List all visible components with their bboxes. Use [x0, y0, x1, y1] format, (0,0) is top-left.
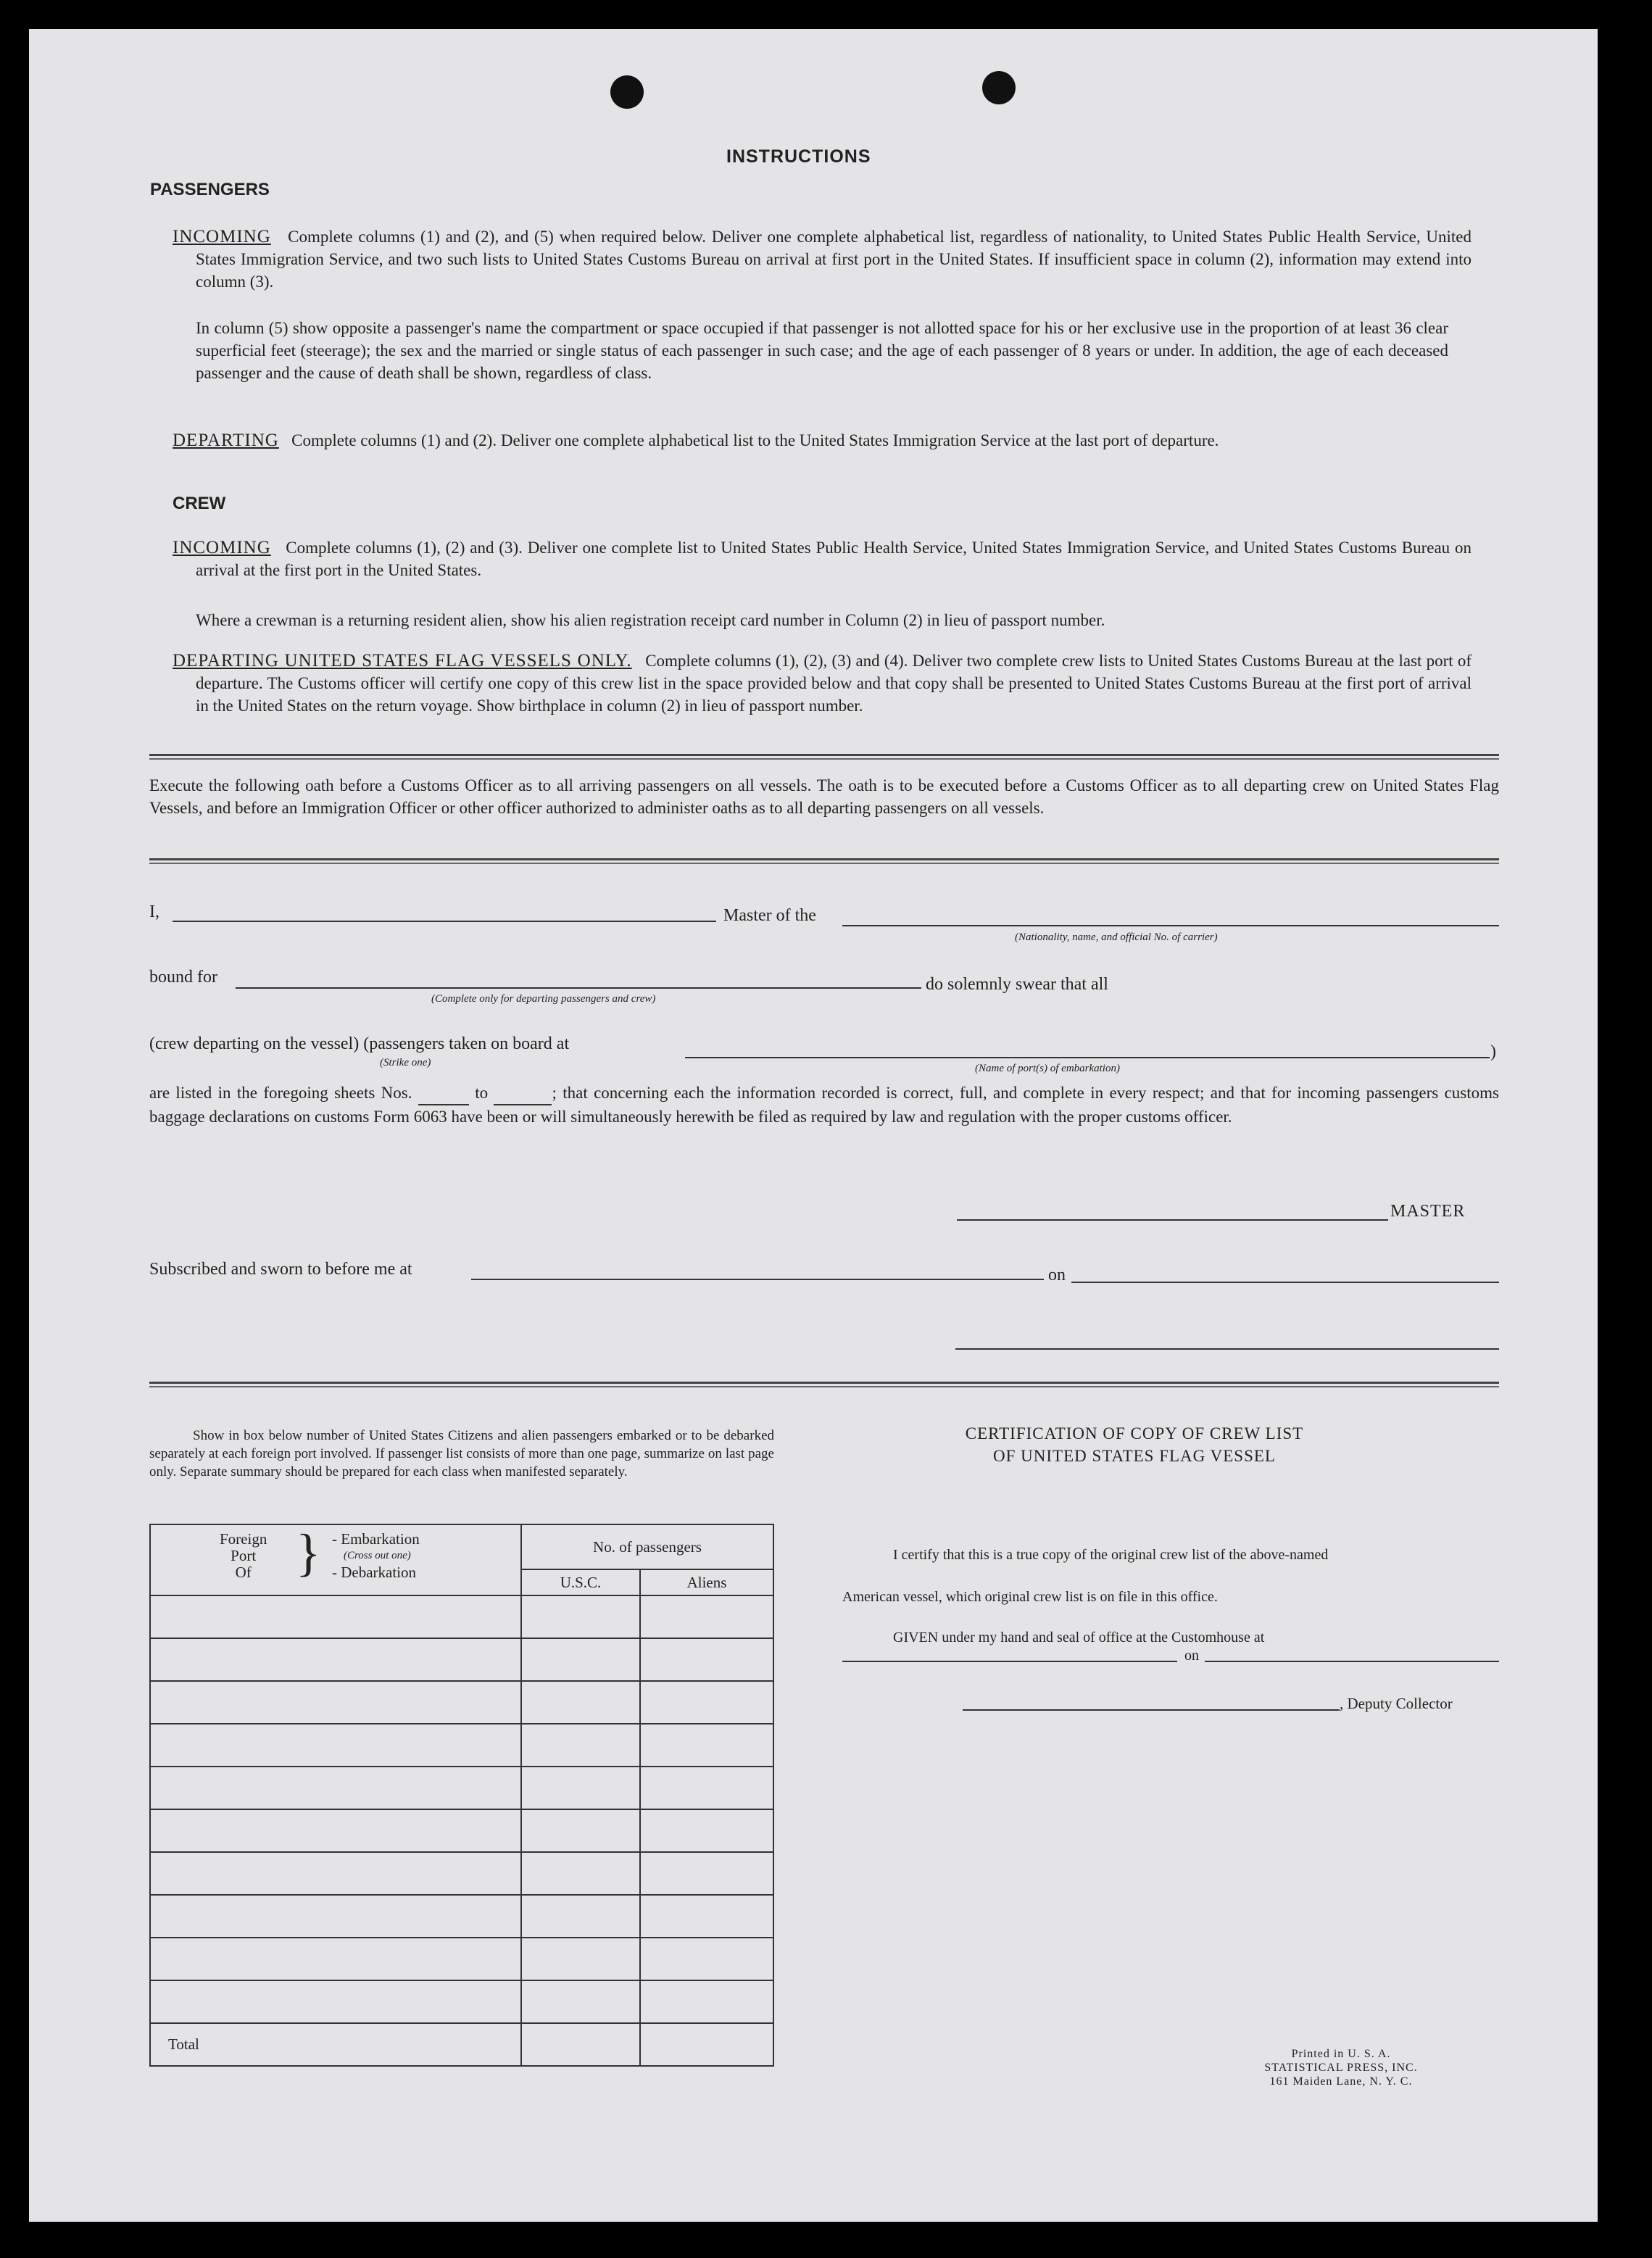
total-label: Total — [150, 2023, 521, 2066]
aliens-cell[interactable] — [640, 1895, 773, 1938]
port-cell[interactable] — [150, 1809, 521, 1852]
printer-line2: STATISTICAL PRESS, INC. — [1264, 2062, 1418, 2074]
passengers-departing-paragraph — [173, 429, 1472, 452]
certification-on-label: on — [1184, 1648, 1199, 1664]
total-usc-cell[interactable] — [521, 2023, 640, 2066]
cross-out-note: (Cross out one) — [344, 1550, 411, 1561]
sworn-on-label: on — [1048, 1266, 1066, 1284]
port-cell[interactable] — [150, 1724, 521, 1767]
given-label: GIVEN under my hand and seal of office at the Customhouse at — [893, 1630, 1265, 1645]
aliens-cell[interactable] — [640, 1980, 773, 2023]
port-cell[interactable] — [150, 1852, 521, 1895]
summary-instructions: Show in box below number of United States Citizens and alien passengers embarked or to be debarked separately at each foreign port involved. If passenger list consists of more than one page, summarize on last page only. Separate summary should be prepared for each class when manifested separately. — [149, 1428, 774, 1479]
foreign-port-header — [150, 1524, 521, 1595]
printer-line1: Printed in U. S. A. — [1291, 2048, 1391, 2060]
section-rule — [149, 754, 1499, 760]
embarkation-option[interactable]: - Embarkation — [332, 1530, 420, 1548]
deputy-collector-label: , Deputy Collector — [1340, 1695, 1453, 1712]
sheet-from-field[interactable] — [418, 1082, 469, 1105]
usc-cell[interactable] — [521, 1638, 640, 1681]
debarkation-option[interactable]: - Debarkation — [332, 1564, 417, 1581]
table-row — [150, 1809, 773, 1852]
oath-statement — [149, 1082, 1499, 1128]
usc-cell[interactable] — [521, 1938, 640, 1980]
of-label: Of — [235, 1564, 252, 1581]
passengers-heading: PASSENGERS — [150, 180, 270, 199]
column5-paragraph: In column (5) show opposite a passenger's name the compartment or space occupied if that passenger is not allotted space for his or her exclusive use in the proportion of at least 36 clear superficial feet (steerage); the sex and the married or single status of each passenger in such case; and the age of each passenger of 8 years or under. In addition, the age of each deceased passenger and the cause of death shall be shown, regardless of class. — [196, 319, 1448, 382]
certification-title-line1: CERTIFICATION OF COPY OF CREW LIST — [965, 1424, 1304, 1443]
crew-departing-text: Complete columns (1), (2), (3) and (4). Deliver two complete crew lists to United States Customs Bureau at the last port of departure. The Customs officer will certify one copy of this crew list in the space provided below and that copy shall be presented to United States Customs Bureau at the first port of arrival in the United States on the return voyage. Show birthplace in column (2) in lieu of passport number. — [196, 652, 1472, 715]
usc-cell[interactable] — [521, 1852, 640, 1895]
usc-cell[interactable] — [521, 1895, 640, 1938]
usc-cell[interactable] — [521, 1681, 640, 1724]
passengers-departing-lead: DEPARTING — [173, 431, 279, 450]
port-cell[interactable] — [150, 1681, 521, 1724]
port-cell[interactable] — [150, 1638, 521, 1681]
crew-departing-lead: DEPARTING UNITED STATES FLAG VESSELS ONLY. — [173, 651, 632, 671]
no-passengers-header: No. of passengers — [521, 1524, 773, 1569]
table-row — [150, 1980, 773, 2023]
certification-date-line[interactable] — [1205, 1661, 1499, 1662]
usc-cell[interactable] — [521, 1724, 640, 1767]
listed-to-label: to — [475, 1084, 489, 1102]
crew-resident-paragraph: Where a crewman is a returning resident alien, show his alien registration receipt card number in Column (2) in lieu of passport number. — [196, 611, 1105, 629]
aliens-cell[interactable] — [640, 1767, 773, 1809]
printer-imprint — [1232, 2047, 1450, 2088]
solemnly-swear-label: do solemnly swear that all — [926, 975, 1108, 994]
total-row — [150, 2023, 773, 2066]
port-cell[interactable] — [150, 1595, 521, 1638]
usc-cell[interactable] — [521, 1809, 640, 1852]
aliens-cell[interactable] — [640, 1809, 773, 1852]
crew-incoming-text: Complete columns (1), (2) and (3). Deliver one complete list to United States Public Health Service, United States Immigration Service, and United States Customs Bureau on arrival at the first port in the United States. — [196, 539, 1472, 579]
listed-in-sheets-text: are listed in the foregoing sheets Nos. — [149, 1084, 412, 1102]
departing-note: (Complete only for departing passengers and crew) — [431, 993, 656, 1005]
aliens-header: Aliens — [640, 1569, 773, 1595]
table-row — [150, 1595, 773, 1638]
master-name-line[interactable] — [173, 921, 716, 922]
listed-statement-text: ; that concerning each the information recorded is correct, full, and complete in every respect; and that for incoming passengers customs baggage declarations on customs Form 6063 have been or will simultaneously herewith be filed as required by law and regulation with the proper customs officer. — [149, 1084, 1499, 1126]
carrier-line[interactable] — [842, 925, 1499, 926]
aliens-cell[interactable] — [640, 1852, 773, 1895]
officer-signature-line[interactable] — [955, 1348, 1499, 1350]
passengers-incoming-text: Complete columns (1) and (2), and (5) when required below. Deliver one complete alphabetical list, regardless of nationality, to United States Public Health Service, United States Immigration Service, and two such lists to United States Customs Bureau on arrival at first port in the United States. If insufficient space in column (2), information may extend into column (3). — [196, 228, 1472, 291]
bound-for-line[interactable] — [236, 987, 921, 989]
form-page — [29, 29, 1598, 2222]
port-cell[interactable] — [150, 1980, 521, 2023]
instructions-title: INSTRUCTIONS — [726, 146, 871, 167]
aliens-cell[interactable] — [640, 1638, 773, 1681]
table-header-row — [150, 1524, 773, 1569]
table-row — [150, 1895, 773, 1938]
customhouse-line[interactable] — [842, 1661, 1177, 1662]
embarkation-line[interactable] — [685, 1057, 1490, 1058]
table-row — [150, 1724, 773, 1767]
oath-intro: Execute the following oath before a Customs Officer as to all arriving passengers on all vessels. The oath is to be executed before a Customs Officer as to all departing crew on United States Flag Vessels, and before an Immigration Officer or other officer authorized to administer oaths as to all departing passengers on all vessels. — [149, 776, 1499, 817]
crew-heading: CREW — [173, 494, 226, 513]
port-cell[interactable] — [150, 1767, 521, 1809]
deputy-signature-line[interactable] — [963, 1709, 1340, 1711]
master-label: MASTER — [1390, 1202, 1466, 1221]
usc-header: U.S.C. — [521, 1569, 640, 1595]
sworn-place-line[interactable] — [471, 1279, 1044, 1280]
passengers-incoming-lead: INCOMING — [173, 227, 271, 246]
crew-incoming-paragraph — [173, 536, 1472, 581]
passengers-departing-text: Complete columns (1) and (2). Deliver one complete alphabetical list to the United States Immigration Service at the last port of departure. — [291, 431, 1219, 449]
table-row — [150, 1852, 773, 1895]
usc-cell[interactable] — [521, 1595, 640, 1638]
passengers-incoming-paragraph — [173, 225, 1472, 293]
strike-one-note: (Strike one) — [380, 1057, 431, 1068]
usc-cell[interactable] — [521, 1980, 640, 2023]
port-cell[interactable] — [150, 1938, 521, 1980]
brace-glyph: } — [296, 1524, 321, 1582]
table-row — [150, 1681, 773, 1724]
aliens-cell[interactable] — [640, 1681, 773, 1724]
port-cell[interactable] — [150, 1895, 521, 1938]
embarkation-note: (Name of port(s) of embarkation) — [975, 1063, 1120, 1074]
subscribed-label: Subscribed and sworn to before me at — [149, 1260, 412, 1279]
crew-departing-label: (crew departing on the vessel) (passengers taken on board at — [149, 1034, 570, 1053]
i-label: I, — [149, 902, 159, 921]
bound-for-label: bound for — [149, 968, 217, 987]
crew-incoming-lead: INCOMING — [173, 538, 271, 557]
certify-line2: American vessel, which original crew list is on file in this office. — [842, 1589, 1218, 1605]
carrier-note: (Nationality, name, and official No. of carrier) — [1015, 931, 1218, 943]
master-signature-line[interactable] — [957, 1219, 1388, 1221]
master-of-the-label: Master of the — [723, 906, 816, 925]
table-row — [150, 1638, 773, 1681]
punch-hole-right — [982, 71, 1016, 104]
close-paren: ) — [1490, 1042, 1496, 1061]
section-rule — [149, 858, 1499, 864]
usc-cell[interactable] — [521, 1767, 640, 1809]
aliens-cell[interactable] — [640, 1724, 773, 1767]
passenger-summary-table — [149, 1524, 774, 2067]
port-label: Port — [231, 1547, 257, 1564]
certify-line1: I certify that this is a true copy of the original crew list of the above-named — [893, 1547, 1329, 1563]
punch-hole-left — [610, 75, 644, 109]
total-aliens-cell[interactable] — [640, 2023, 773, 2066]
sheet-to-field[interactable] — [494, 1082, 552, 1105]
table-row — [150, 1767, 773, 1809]
foreign-label: Foreign — [220, 1530, 267, 1548]
table-row — [150, 1938, 773, 1980]
sworn-date-line[interactable] — [1071, 1282, 1499, 1283]
certification-title — [855, 1422, 1414, 1467]
aliens-cell[interactable] — [640, 1938, 773, 1980]
printer-line3: 161 Maiden Lane, N. Y. C. — [1269, 2075, 1413, 2088]
section-rule — [149, 1382, 1499, 1387]
crew-departing-paragraph — [173, 649, 1472, 717]
certification-title-line2: OF UNITED STATES FLAG VESSEL — [993, 1447, 1276, 1465]
aliens-cell[interactable] — [640, 1595, 773, 1638]
